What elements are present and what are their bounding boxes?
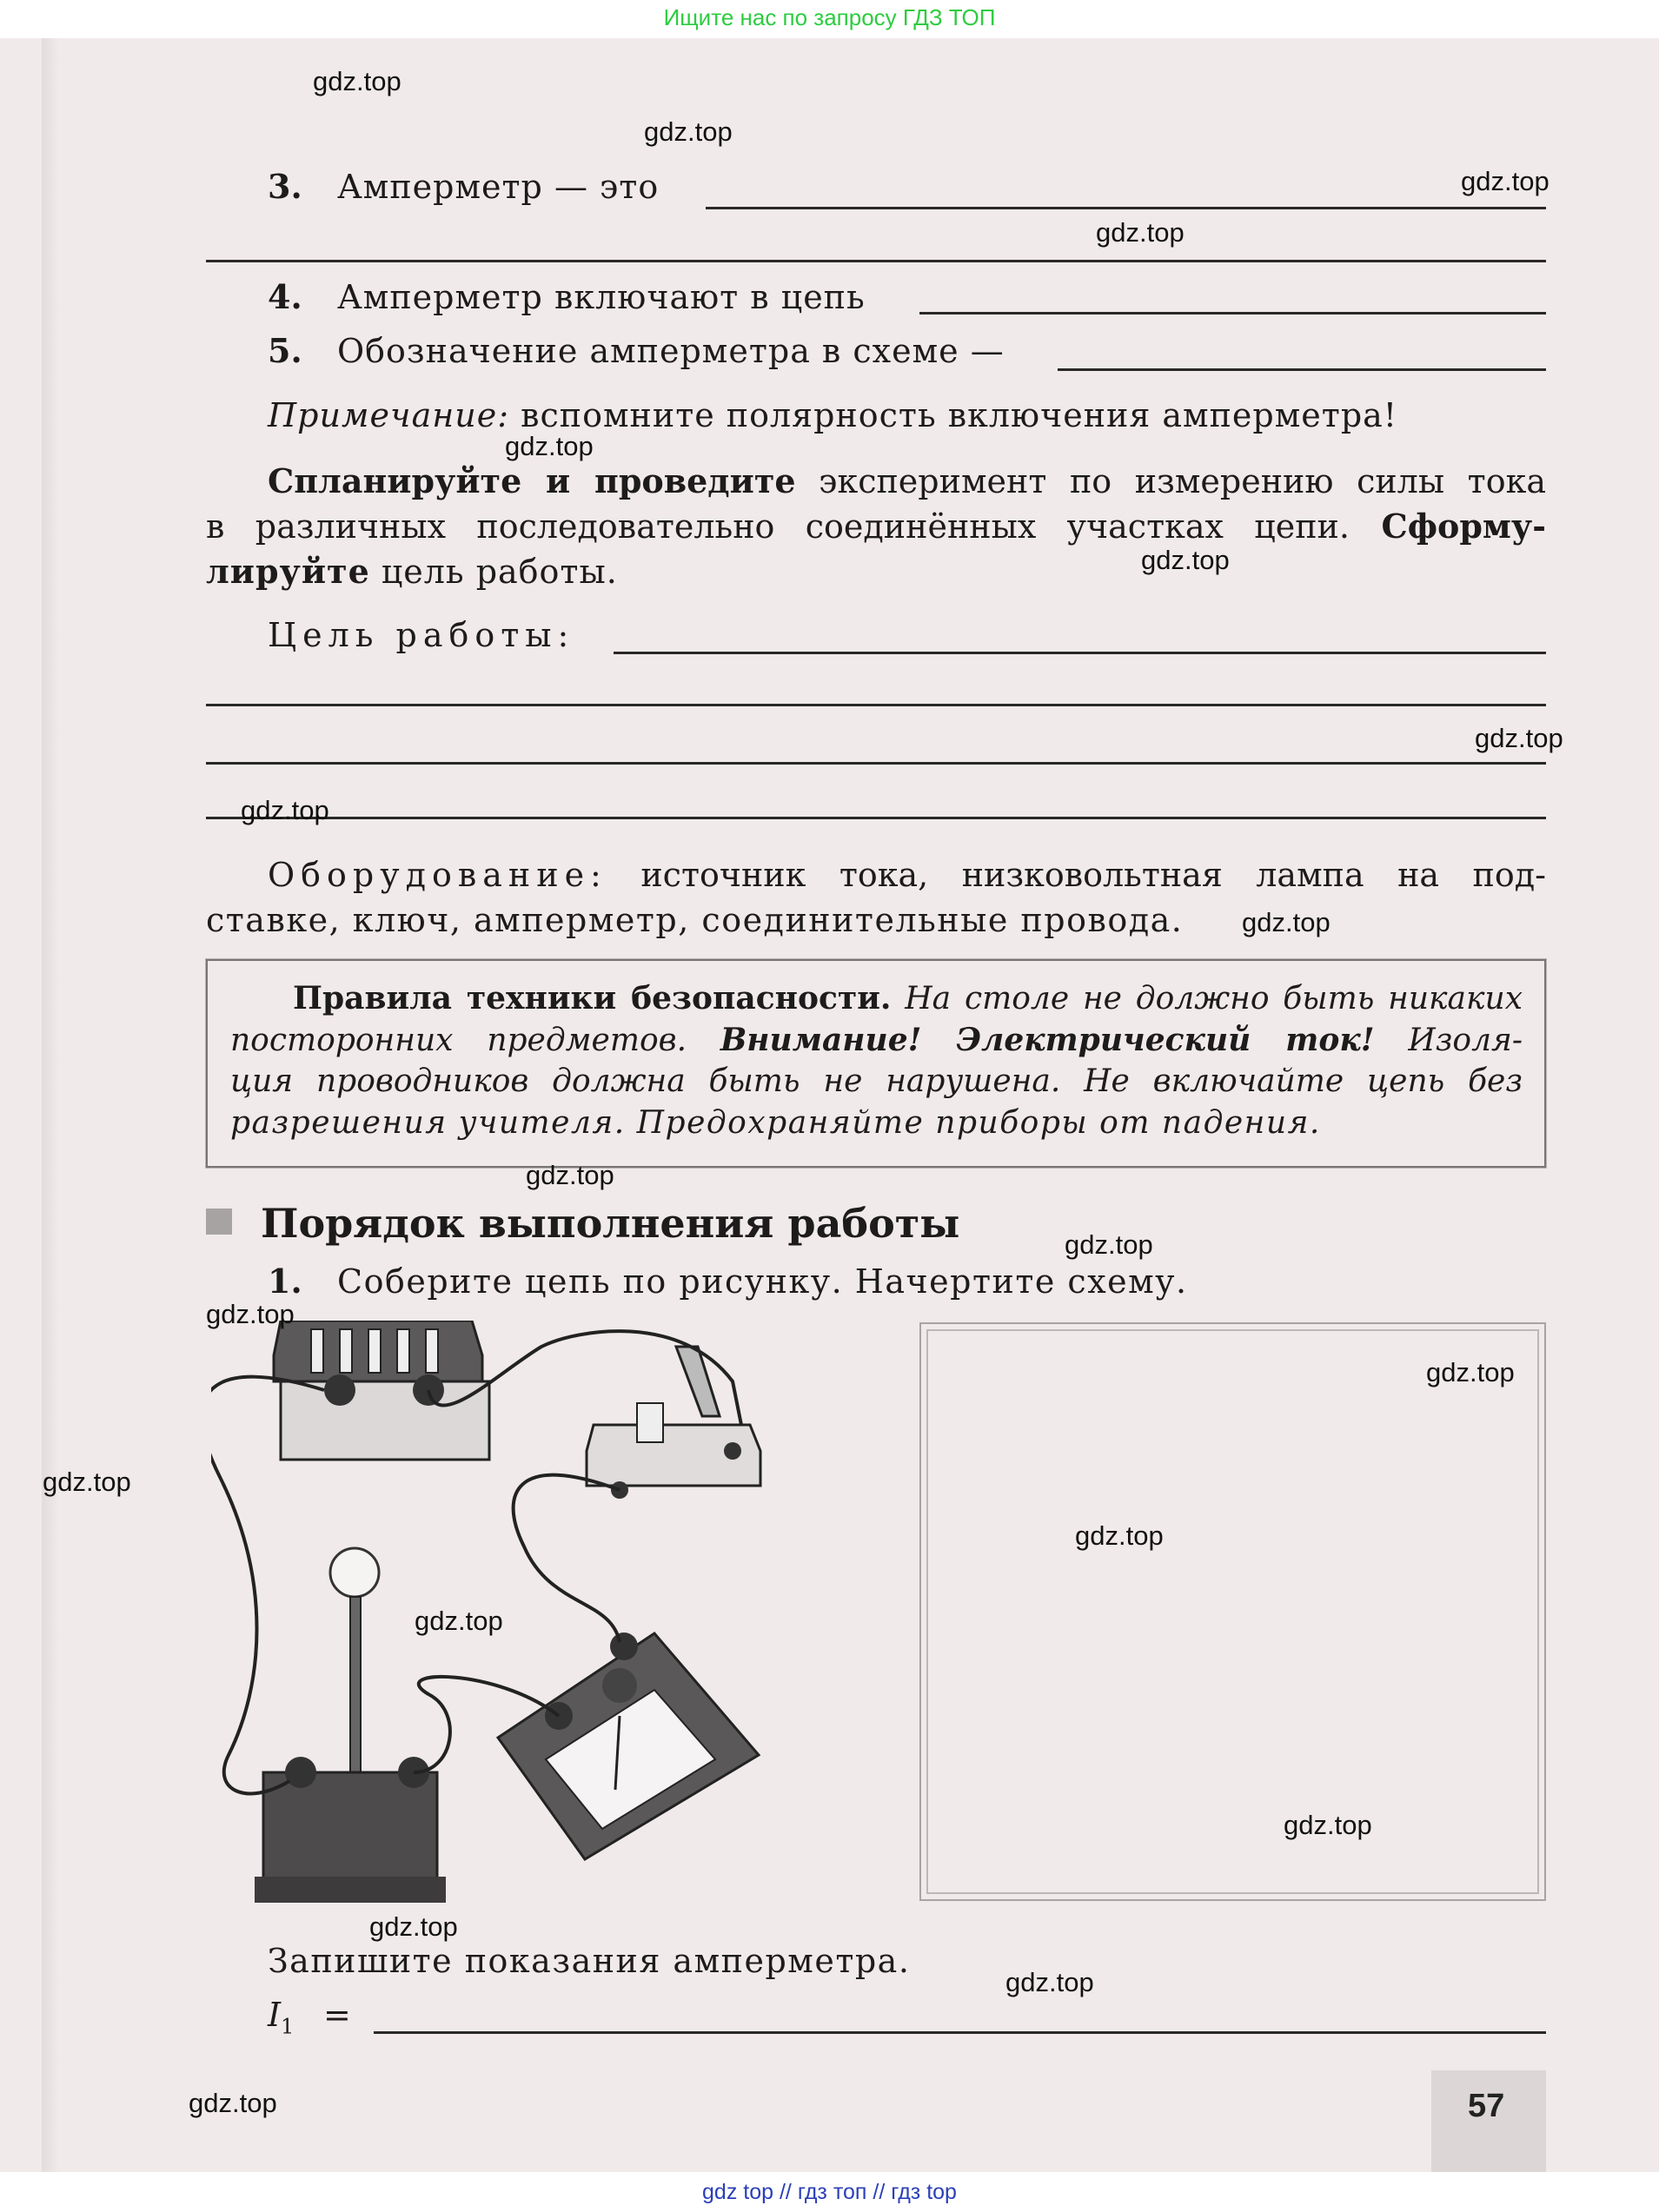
watermark: gdz.top — [1475, 723, 1563, 753]
power-source-icon — [274, 1321, 489, 1460]
procedure-heading: Порядок выполнения работы — [261, 1200, 960, 1247]
task-text-2: в различных последовательно соединённых участках цепи. — [206, 507, 1350, 546]
watermark: gdz.top — [369, 1911, 458, 1942]
bottom-banner-text[interactable]: gdz top // гдз топ // гдз top — [702, 2180, 957, 2204]
watermark: gdz.top — [1065, 1229, 1153, 1260]
q3-text: Амперметр — это — [337, 168, 660, 206]
goal-line-3[interactable] — [206, 762, 1546, 765]
q5-number: 5. — [268, 331, 302, 370]
lamp-icon — [255, 1548, 446, 1903]
watermark: gdz.top — [1141, 545, 1230, 575]
page-number-box — [1431, 2070, 1546, 2172]
watermark: gdz.top — [1096, 217, 1185, 248]
watermark: gdz.top — [1461, 166, 1550, 196]
task-line-2 — [206, 507, 1547, 546]
task-text-1: эксперимент по измерению силы тока — [795, 462, 1546, 500]
page-binding-edge — [42, 38, 59, 2172]
top-banner — [0, 0, 1659, 38]
q3-answer-line[interactable] — [706, 207, 1546, 209]
equipment-line-1 — [268, 856, 1546, 894]
safety-line-4 — [230, 1105, 1321, 1141]
note — [268, 396, 1398, 434]
page-number: 57 — [1468, 2088, 1505, 2124]
watermark: gdz.top — [313, 66, 401, 96]
i1-subscript: 1 — [281, 2014, 295, 2039]
safety-line-3 — [230, 1063, 1523, 1099]
safety-text-2a: посторонних предметов. — [230, 1023, 720, 1058]
watermark: gdz.top — [189, 2088, 277, 2118]
watermark: gdz.top — [1005, 1967, 1094, 1997]
equipment-label: Оборудование: — [268, 856, 607, 894]
bottom-banner — [0, 2172, 1659, 2212]
task-line-3 — [206, 552, 618, 591]
note-text: вспомните полярность включения амперметра! — [509, 396, 1398, 434]
watermark: gdz.top — [1075, 1520, 1164, 1551]
safety-line-1 — [293, 980, 1523, 1017]
q3-number: 3. — [268, 167, 302, 206]
watermark: gdz.top — [644, 116, 733, 147]
watermark: gdz.top — [1242, 907, 1331, 937]
watermark: gdz.top — [206, 1299, 295, 1329]
goal-label: Цель работы: — [268, 616, 575, 654]
watermark: gdz.top — [43, 1467, 131, 1497]
safety-text-1: На столе не должно быть никаких — [891, 981, 1523, 1017]
q5-text: Обозначение амперметра в схеме — — [337, 332, 1005, 370]
schematic-drawing-area[interactable] — [919, 1322, 1546, 1901]
watermark: gdz.top — [526, 1160, 614, 1190]
section-bullet-icon — [206, 1209, 232, 1235]
i1-answer-line[interactable] — [374, 2031, 1546, 2034]
watermark: gdz.top — [1284, 1810, 1372, 1840]
q3-answer-line-2[interactable] — [206, 260, 1546, 262]
watermark: gdz.top — [241, 795, 329, 825]
q4-answer-line[interactable] — [919, 312, 1546, 315]
task-text-3: цель работы. — [369, 553, 618, 591]
i1-symbol: I — [268, 1996, 282, 2034]
task-bold-3: лируйте — [206, 552, 370, 591]
i1-equals: = — [323, 1996, 351, 2034]
q4-text: Амперметр включают в цепь — [337, 278, 866, 316]
watermark: gdz.top — [415, 1606, 503, 1636]
task-bold-1: Спланируйте и проведите — [268, 461, 796, 500]
ammeter-icon — [498, 1633, 759, 1859]
equipment-text-1: источник тока, низковольтная лампа на под- — [607, 856, 1546, 894]
watermark: gdz.top — [1426, 1357, 1515, 1387]
watermark: gdz.top — [505, 431, 594, 461]
safety-text-4: разрешения учителя. Предохраняйте приборы от падения. — [230, 1105, 1321, 1141]
safety-text-3: ция проводников должна быть не нарушена. Не включайте цепь без — [230, 1063, 1523, 1099]
q4-number: 4. — [268, 277, 302, 316]
q5-answer-line[interactable] — [1058, 368, 1546, 371]
i1-label — [268, 1998, 294, 2037]
safety-title: Правила техники безопасности. — [293, 980, 892, 1017]
note-label: Примечание: — [268, 396, 510, 434]
record-instruction: Запишите показания амперметра. — [268, 1942, 911, 1980]
top-banner-text[interactable]: Ищите нас по запросу ГДЗ ТОП — [663, 4, 996, 30]
switch-icon — [587, 1347, 760, 1499]
goal-line-2[interactable] — [206, 704, 1546, 706]
safety-line-2 — [230, 1024, 1523, 1056]
step1-number: 1. — [268, 1262, 302, 1301]
equipment-line-2: ставке, ключ, амперметр, соединительные провода. — [206, 901, 1184, 939]
safety-warning: Внимание! Электрический ток! — [720, 1022, 1375, 1058]
task-line-1 — [268, 461, 1546, 500]
goal-line-1[interactable] — [614, 652, 1546, 654]
goal-line-4[interactable] — [206, 817, 1546, 819]
safety-text-2c: Изоля- — [1374, 1023, 1523, 1058]
step1-text: Соберите цепь по рисунку. Начертите схему. — [337, 1262, 1188, 1301]
task-bold-2: Сформу- — [1349, 507, 1547, 546]
